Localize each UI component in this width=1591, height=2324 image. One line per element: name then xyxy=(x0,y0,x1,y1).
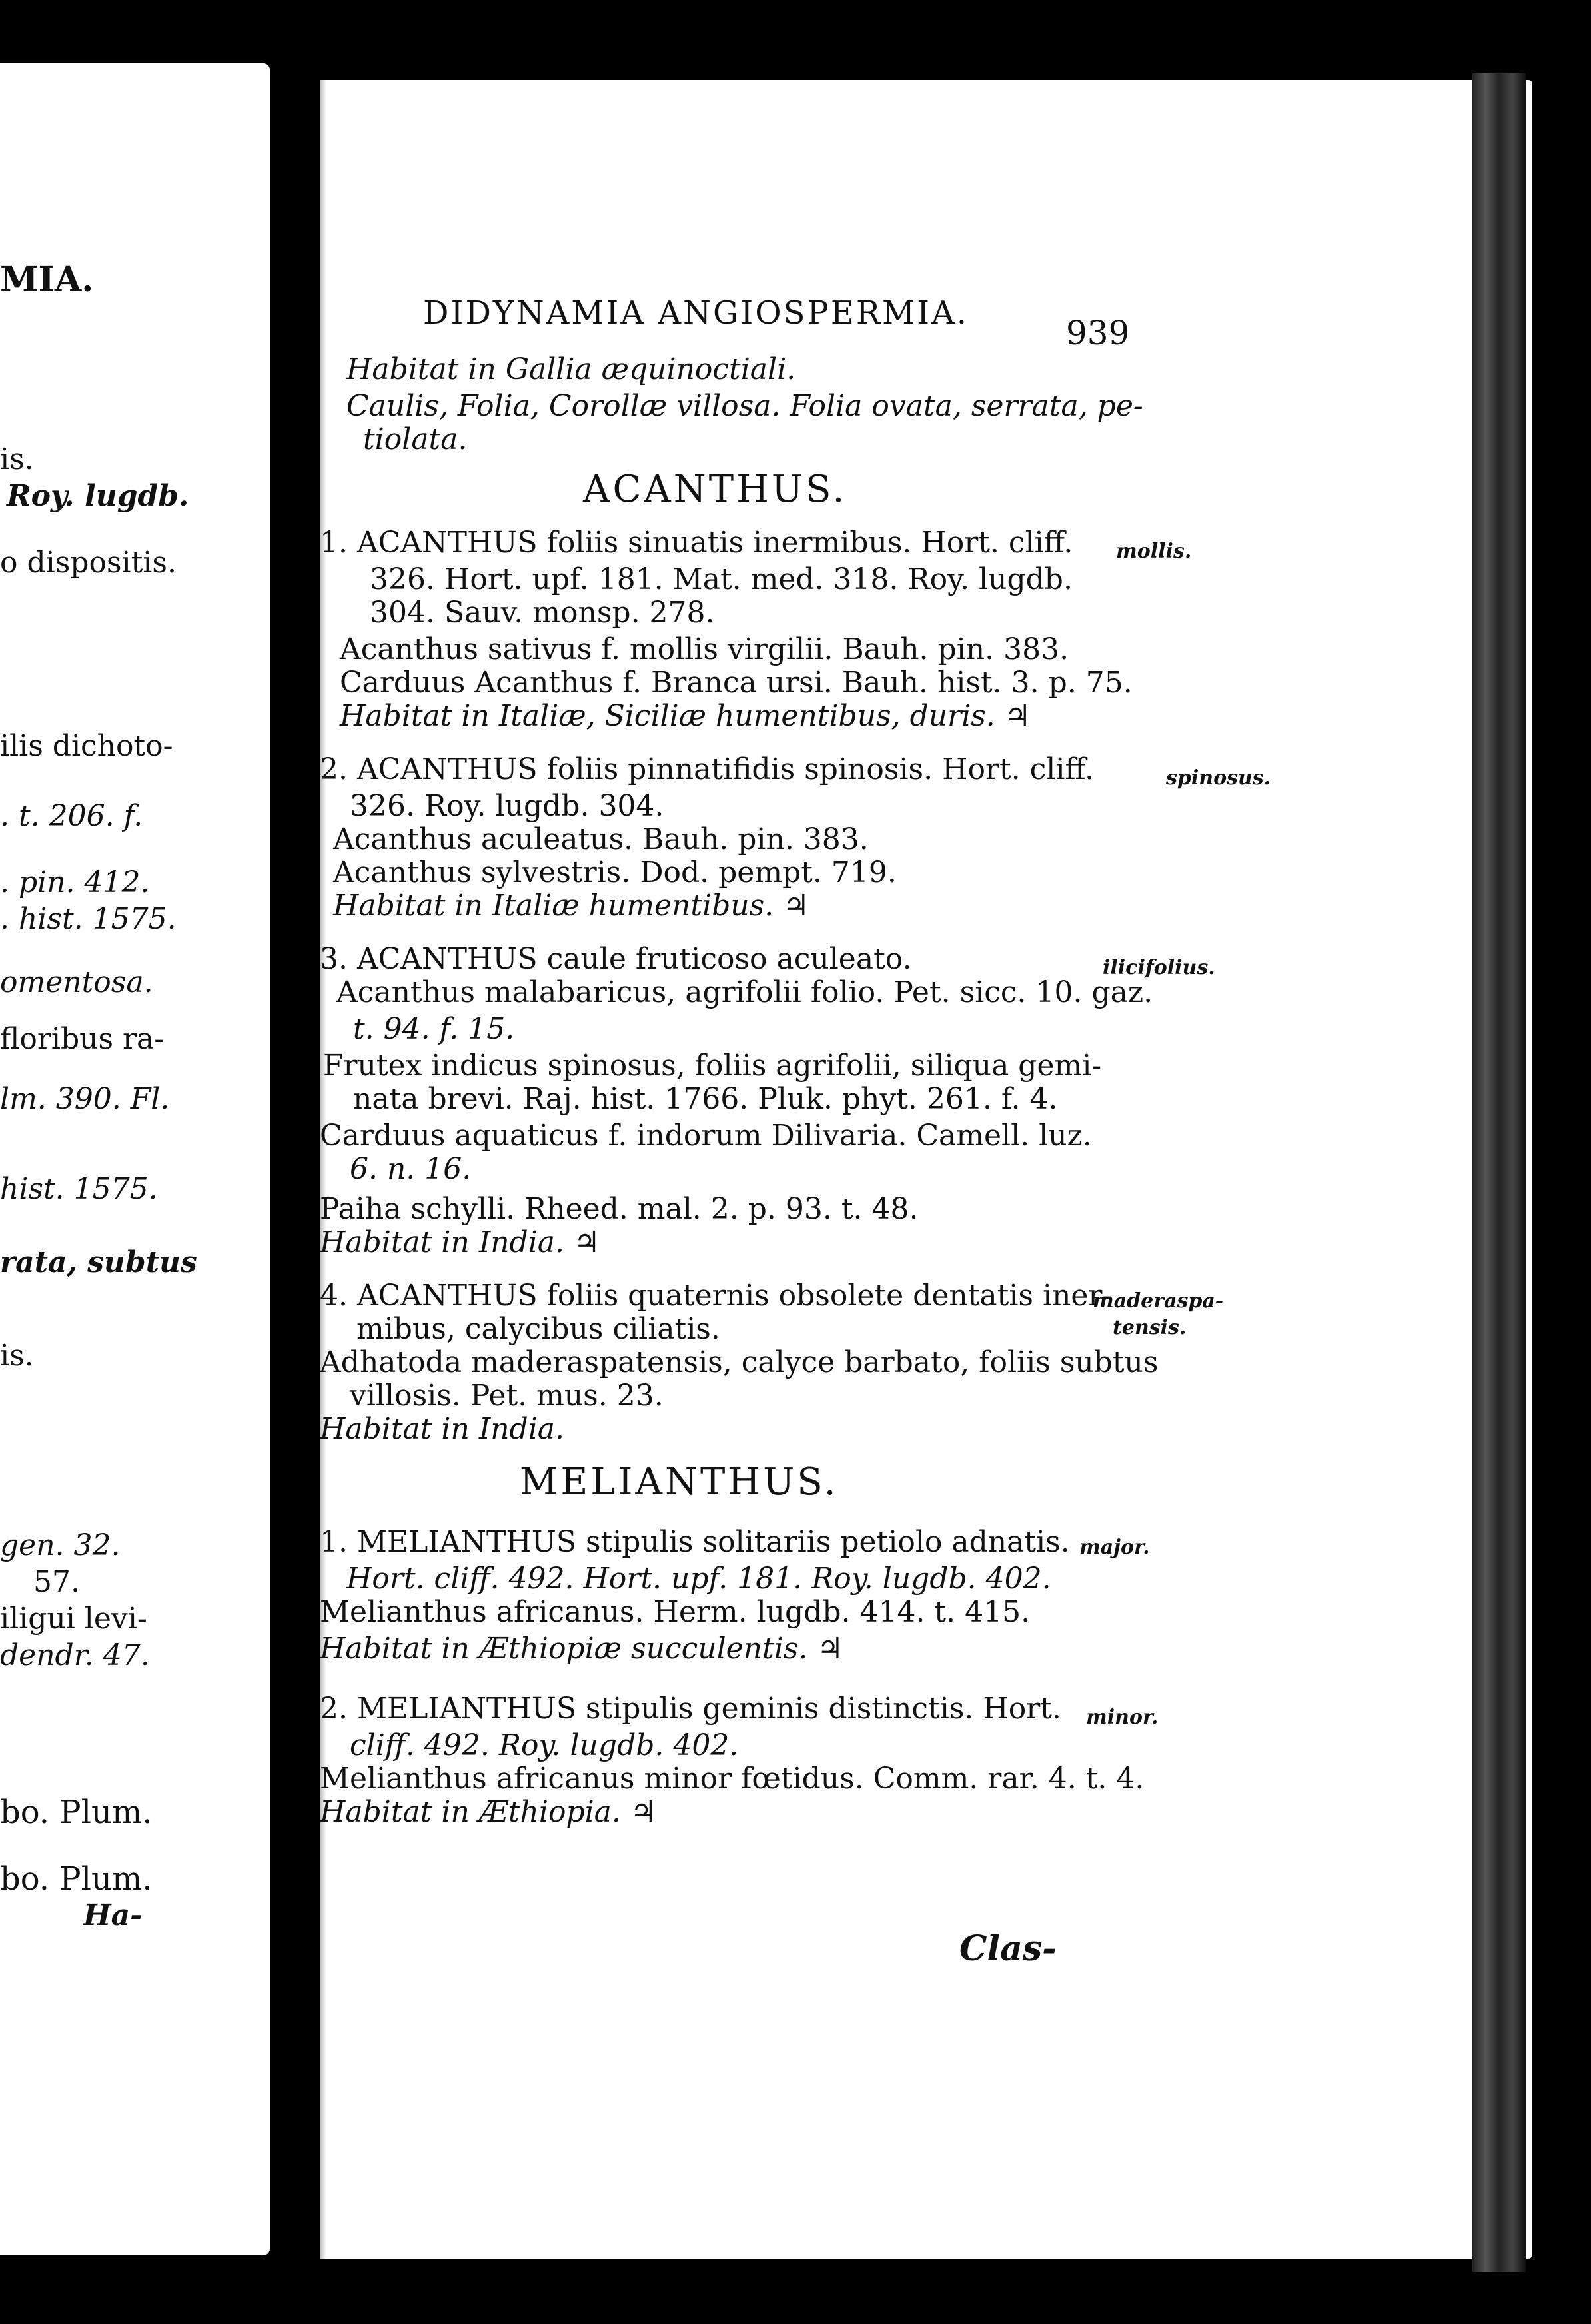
species-line: Habitat in Italiæ humentibus. ♃ xyxy=(333,889,809,923)
species-line: Frutex indicus spinosus, foliis agrifolii, siliqua gemi- xyxy=(323,1049,1102,1083)
left-fragment: o dispositis. xyxy=(0,546,177,580)
left-fragment: MIA. xyxy=(0,259,94,300)
intro-line: Habitat in Gallia æquinoctiali. xyxy=(346,352,796,386)
species-line: Acanthus aculeatus. Bauh. pin. 383. xyxy=(333,822,869,856)
species-line: Acanthus sativus f. mollis virgilii. Bauh. pin. 383. xyxy=(340,632,1069,666)
species-line: Melianthus africanus minor fœtidus. Comm. rar. 4. t. 4. xyxy=(320,1762,1145,1796)
species-line: Acanthus sylvestris. Dod. pempt. 719. xyxy=(333,856,897,889)
species-line: Habitat in Italiæ, Siciliæ humentibus, duris. ♃ xyxy=(340,699,1031,733)
left-fragment: bo. Plum. xyxy=(0,1860,153,1898)
left-fragment: dendr. 47. xyxy=(0,1638,150,1672)
species-line: nata brevi. Raj. hist. 1766. Pluk. phyt. 261. f. 4. xyxy=(353,1082,1058,1116)
species-line: villosis. Pet. mus. 23. xyxy=(350,1379,664,1413)
left-fragment: rata, subtus xyxy=(0,1245,197,1279)
species-line: Habitat in India. xyxy=(320,1412,564,1446)
right-page xyxy=(320,80,1532,2259)
left-fragment: is. xyxy=(0,1339,34,1373)
species-line: Carduus aquaticus f. indorum Dilivaria. Camell. luz. xyxy=(320,1119,1092,1153)
trivial-name: major. xyxy=(1079,1536,1150,1559)
species-line: 1. ACANTHUS foliis sinuatis inermibus. Hort. cliff. xyxy=(320,526,1073,560)
genus-heading: ACANTHUS. xyxy=(583,468,847,511)
species-line: 6. n. 16. xyxy=(350,1152,472,1186)
left-fragment: floribus ra- xyxy=(0,1022,165,1056)
page-number: 939 xyxy=(1066,314,1130,352)
left-fragment: hist. 1575. xyxy=(0,1172,158,1206)
species-line: 3. ACANTHUS caule fruticoso aculeato. xyxy=(320,942,912,976)
trivial-name: maderaspa- xyxy=(1093,1289,1224,1313)
species-line: Carduus Acanthus f. Branca ursi. Bauh. hist. 3. p. 75. xyxy=(340,666,1133,700)
left-fragment: . t. 206. f. xyxy=(0,799,143,833)
species-line: t. 94. f. 15. xyxy=(353,1012,515,1046)
species-line: 326. Roy. lugdb. 304. xyxy=(350,789,664,823)
trivial-name: tensis. xyxy=(1113,1316,1187,1339)
left-fragment: 57. xyxy=(33,1565,80,1599)
left-fragment: bo. Plum. xyxy=(0,1794,153,1831)
page-fold xyxy=(320,80,326,2259)
trivial-name: minor. xyxy=(1086,1706,1159,1729)
species-line: Acanthus malabaricus, agrifolii folio. Pet. sicc. 10. gaz. xyxy=(336,975,1153,1009)
genus-heading: MELIANTHUS. xyxy=(520,1460,839,1504)
species-line: Habitat in Æthiopiæ succulentis. ♃ xyxy=(320,1632,843,1666)
left-fragment: omentosa. xyxy=(0,965,153,999)
species-line: 4. ACANTHUS foliis quaternis obsolete dentatis iner- xyxy=(320,1279,1113,1313)
left-fragment: . pin. 412. xyxy=(0,866,150,899)
species-line: Paiha schylli. Rheed. mal. 2. p. 93. t. 48. xyxy=(320,1192,919,1226)
book-gutter xyxy=(270,53,320,2272)
left-fragment: iligui levi- xyxy=(0,1602,147,1636)
running-head: DIDYNAMIA ANGIOSPERMIA. xyxy=(423,294,969,332)
left-fragment: lm. 390. Fl. xyxy=(0,1082,170,1116)
left-fragment: ilis dichoto- xyxy=(0,729,173,763)
left-fragment: Roy. lugdb. xyxy=(7,479,189,513)
left-fragment: gen. 32. xyxy=(0,1528,121,1562)
species-line: mibus, calycibus ciliatis. xyxy=(356,1312,720,1346)
intro-line: Caulis, Folia, Corollæ villosa. Folia ovata, serrata, pe- xyxy=(346,389,1143,423)
left-page xyxy=(0,63,270,2255)
species-line: 1. MELIANTHUS stipulis solitariis petiolo adnatis. xyxy=(320,1525,1070,1559)
species-line: 2. ACANTHUS foliis pinnatifidis spinosis. Hort. cliff. xyxy=(320,752,1095,786)
species-line: 304. Sauv. monsp. 278. xyxy=(370,596,715,630)
species-line: Habitat in Æthiopia. ♃ xyxy=(320,1795,657,1829)
species-line: 2. MELIANTHUS stipulis geminis distinctis. Hort. xyxy=(320,1692,1061,1726)
left-fragment: Ha- xyxy=(83,1898,143,1932)
species-line: Hort. cliff. 492. Hort. upf. 181. Roy. lugdb. 402. xyxy=(346,1562,1051,1596)
species-line: Habitat in India. ♃ xyxy=(320,1225,600,1259)
species-line: Melianthus africanus. Herm. lugdb. 414. t. 415. xyxy=(320,1595,1031,1629)
trivial-name: spinosus. xyxy=(1166,766,1271,790)
species-line: cliff. 492. Roy. lugdb. 402. xyxy=(350,1728,739,1762)
left-fragment: is. xyxy=(0,442,34,476)
page-edge xyxy=(1472,73,1526,2272)
trivial-name: ilicifolius. xyxy=(1103,956,1215,979)
species-line: 326. Hort. upf. 181. Mat. med. 318. Roy. lugdb. xyxy=(370,562,1073,596)
species-line: Adhatoda maderaspatensis, calyce barbato, foliis subtus xyxy=(320,1345,1159,1379)
trivial-name: mollis. xyxy=(1116,540,1192,563)
left-fragment: . hist. 1575. xyxy=(0,902,177,936)
catchword: Clas- xyxy=(959,1928,1057,1969)
intro-line: tiolata. xyxy=(363,422,468,456)
